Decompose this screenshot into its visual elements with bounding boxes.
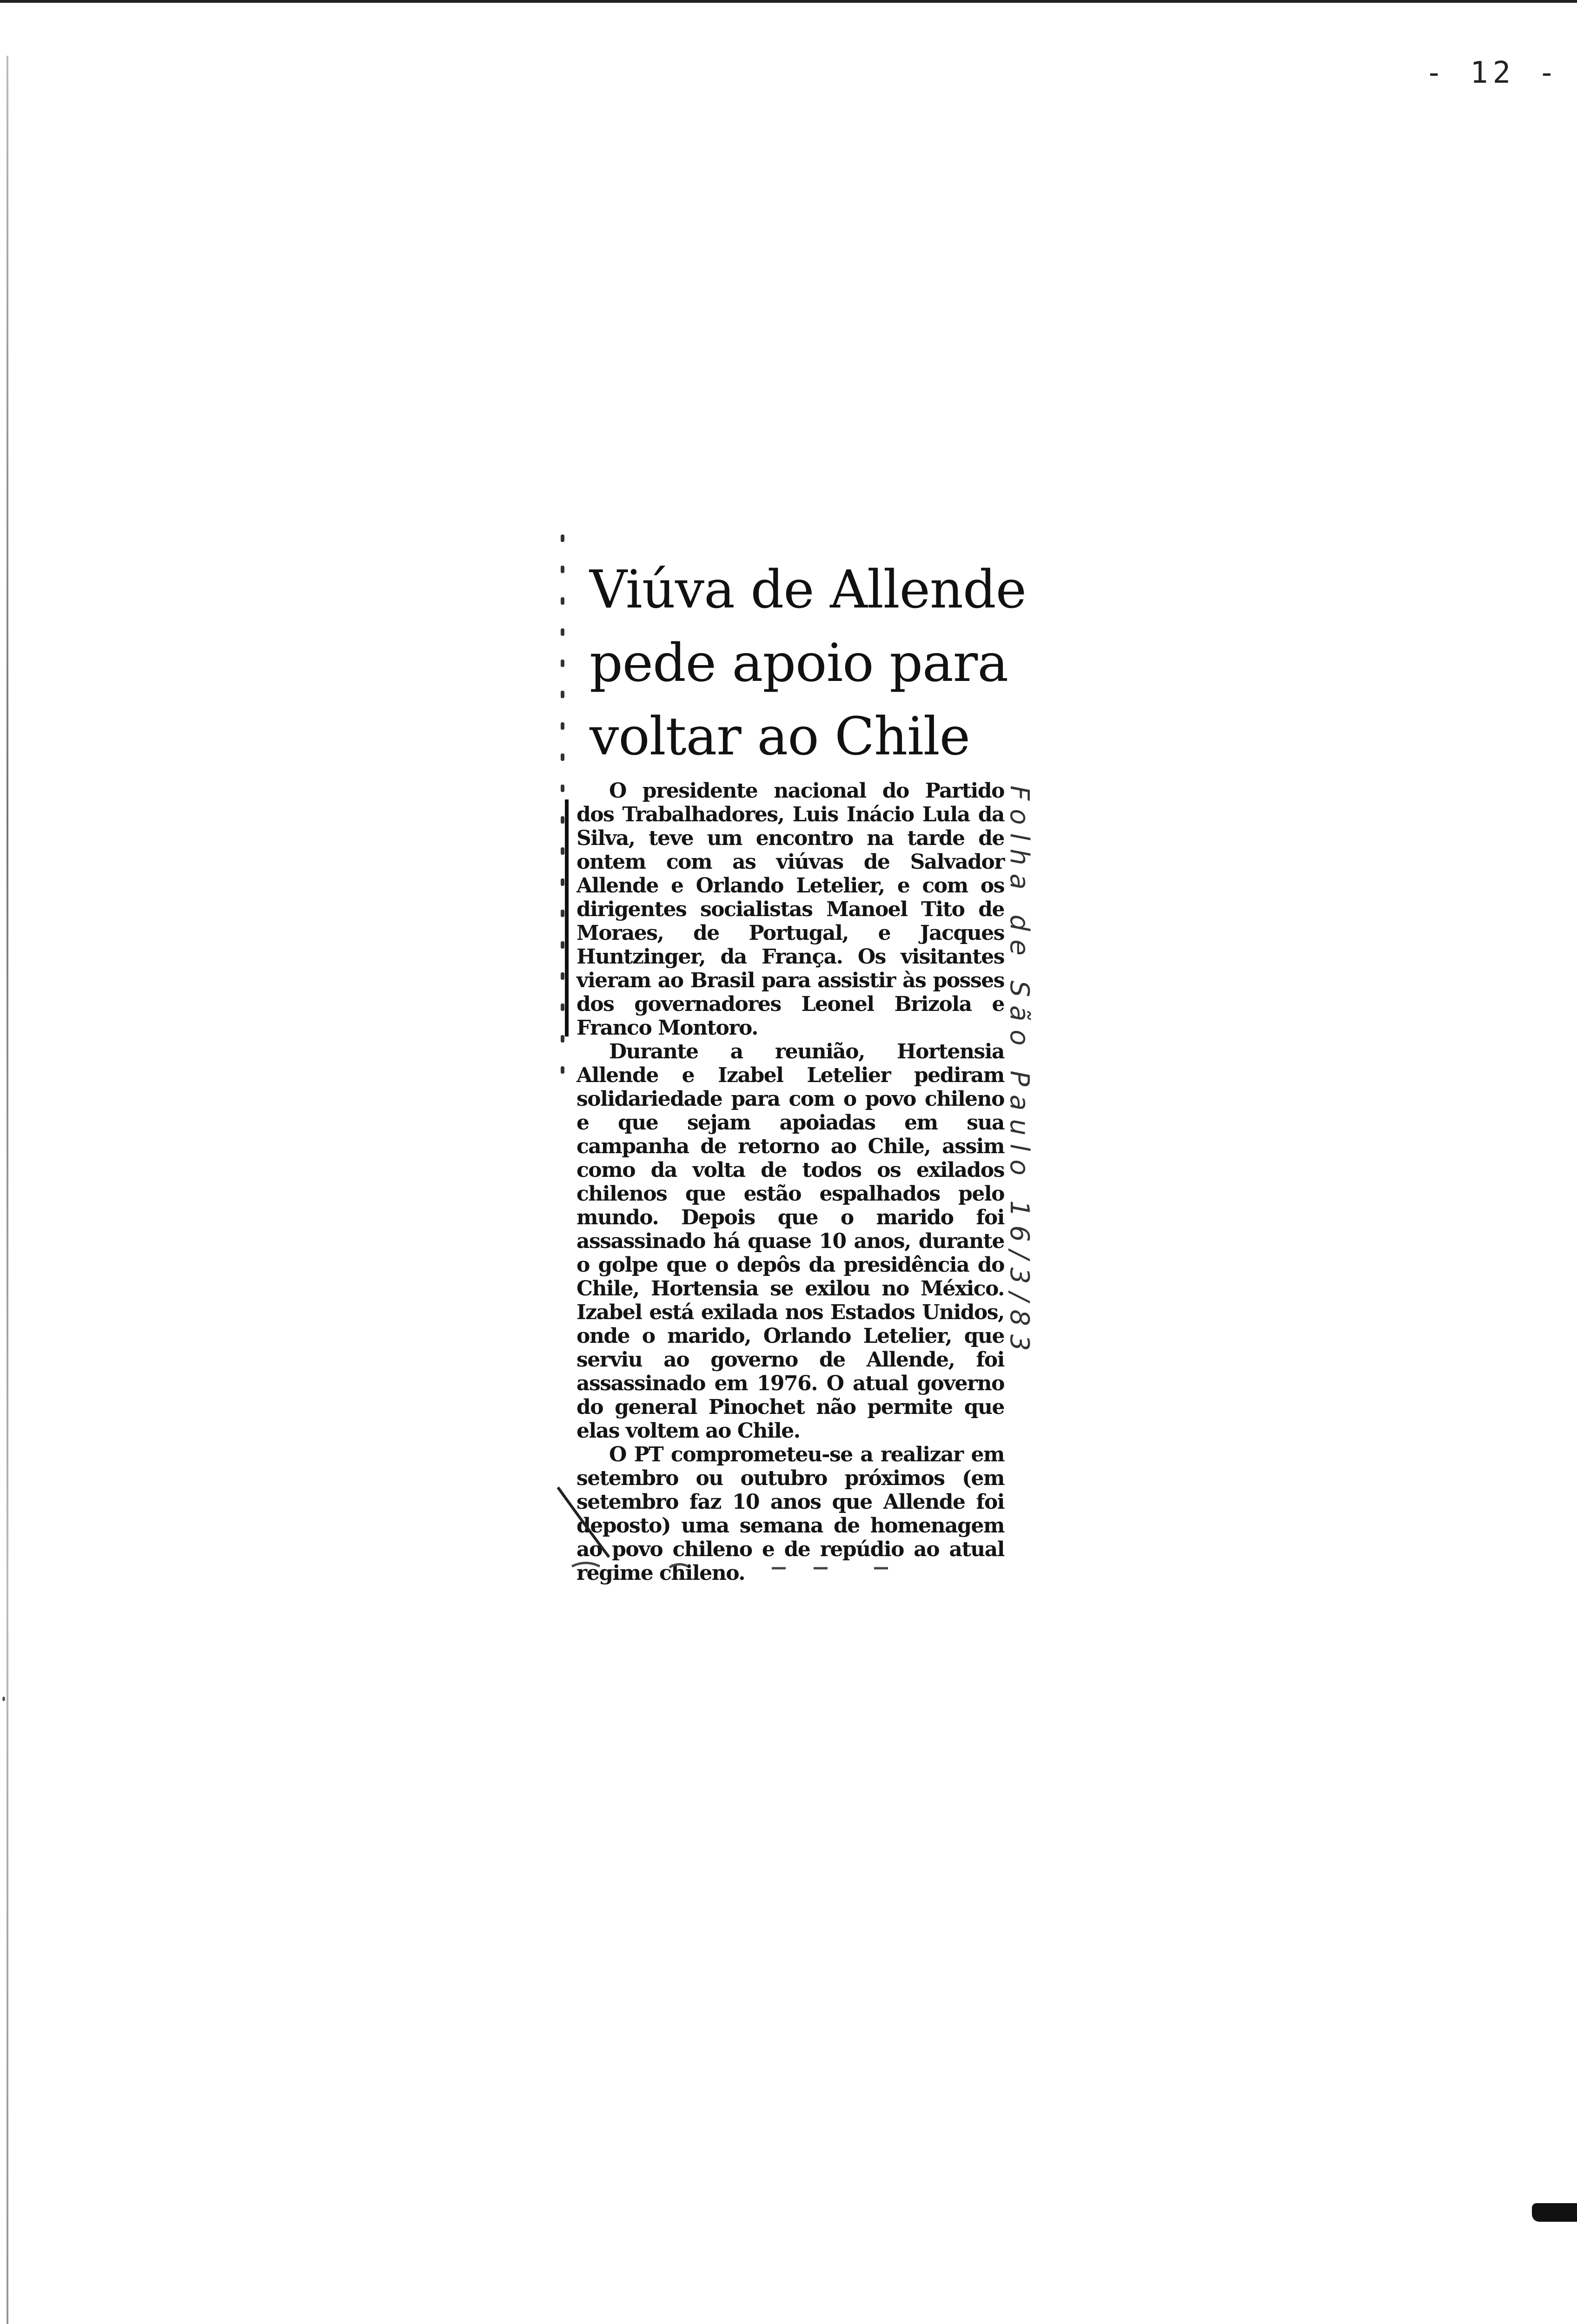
page-top-border — [0, 0, 1577, 3]
article-paragraph: O PT comprometeu-se a realizar em setembro ou outubro próximos (em setembro faz 10 anos que Allende foi deposto) uma semana de homenagem ao povo chileno e de repúdio ao atual regime chileno. — [576, 1443, 1004, 1585]
handwritten-source-note — [1004, 786, 1051, 1360]
scan-edge — [7, 56, 8, 2324]
scan-speck — [2, 1697, 5, 1701]
headline-line: voltar ao Chile — [590, 706, 970, 767]
clipping-edge-line — [565, 799, 569, 1037]
handwritten-text: Folha de São Paulo 16/3/83 — [1004, 786, 1034, 1360]
headline-line: pede apoio para — [590, 633, 1008, 693]
article-paragraph: Durante a reunião, Hortensia Allende e Izabel Letelier pediram solidariedade para com o povo chileno e que sejam apoiadas em sua campanha de retorno ao Chile, assim como da volta de todos os exilados chilenos que estão espalhados pelo mundo. Depois que o marido foi assassinado há quase 10 anos, durante o golpe que o depôs da presidência do Chile, Hortensia se exilou no México. Izabel está exilada nos Estados Unidos, onde o marido, Orlando Letelier, que serviu ao governo de Allende, foi assassinado em 1976. O atual governo do general Pinochet não permite que elas voltem ao Chile. — [576, 1040, 1004, 1443]
article-headline — [590, 553, 1027, 773]
scissor-cut-mark — [553, 1483, 925, 1576]
scan-artifact — [1532, 2203, 1577, 2222]
article-body — [576, 779, 1004, 1585]
article-paragraph: O presidente nacional do Partido dos Trabalhadores, Luis Inácio Lula da Silva, teve um encontro na tarde de ontem com as viúvas de Salvador Allende e Orlando Letelier, e com os dirigentes socialistas Manoel Tito de Moraes, de Portugal, e Jacques Huntzinger, da França. Os visitantes vieram ao Brasil para assistir às posses dos governadores Leonel Brizola e Franco Montoro. — [576, 779, 1004, 1040]
headline-line: Viúva de Allende — [590, 560, 1027, 620]
page-number: - 12 - — [1425, 56, 1561, 90]
